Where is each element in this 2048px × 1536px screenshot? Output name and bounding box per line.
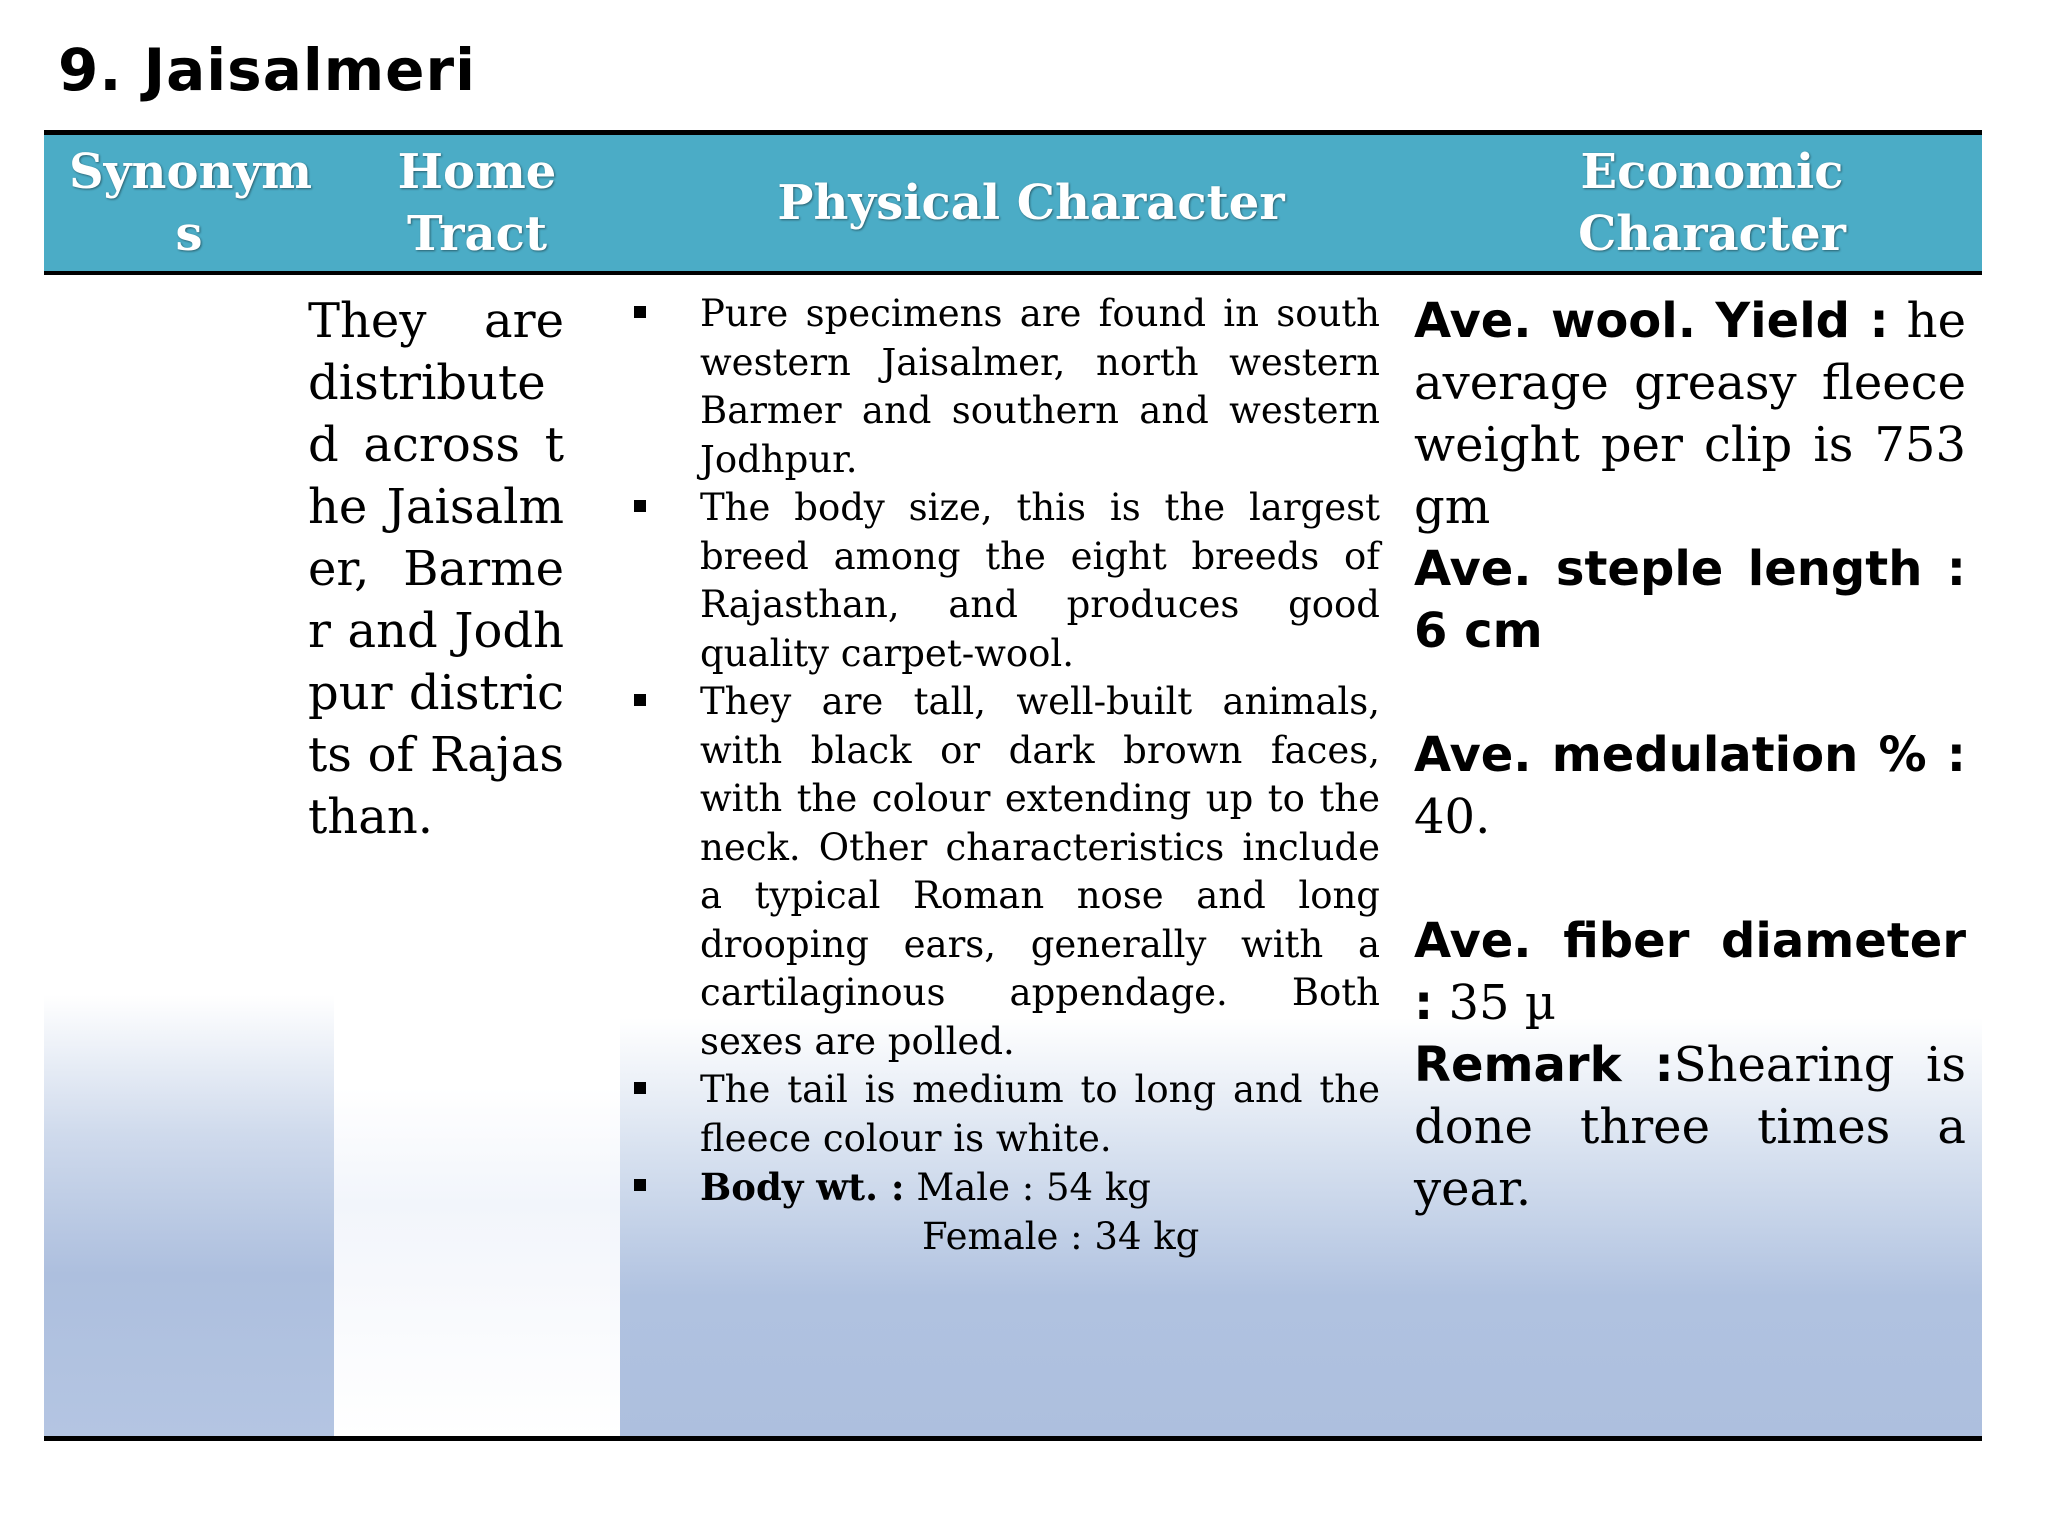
header-physical-character bbox=[620, 135, 1442, 271]
fiber-diameter-label: Ave. fiber diameter : bbox=[1414, 913, 1966, 1031]
header-home-tract-label: Home Tract bbox=[397, 144, 557, 262]
economic-character bbox=[1414, 290, 1966, 1220]
home-tract-text: They are distributed across the Jaisalmer, Barmer and Jodhpur districts of Rajasthan. bbox=[308, 293, 564, 845]
header-home-tract bbox=[334, 135, 620, 271]
remark-label: Remark : bbox=[1414, 1037, 1674, 1093]
slide-title: 9. Jaisalmeri bbox=[58, 36, 476, 104]
list-item-body-weight bbox=[634, 1163, 1380, 1261]
physical-character-list bbox=[634, 290, 1380, 1261]
body-weight-label: Body wt. : bbox=[700, 1165, 905, 1209]
remark bbox=[1414, 1034, 1966, 1220]
physical-bullet-text: The body size, this is the largest breed among the eight breeds of Rajasthan, and produces good quality carpet-wool. bbox=[700, 486, 1380, 675]
staple-length-value: 6 cm bbox=[1414, 603, 1543, 659]
header-synonyms-label: Synonym s bbox=[69, 144, 313, 262]
physical-bullet-text: Pure specimens are found in south western Jaisalmer, north western Barmer and southern and western Jodhpur. bbox=[700, 292, 1380, 481]
staple-length-label: Ave. steple length : bbox=[1414, 541, 1966, 597]
staple-length bbox=[1414, 538, 1966, 662]
square-bullet-icon bbox=[634, 500, 646, 512]
header-physical-label: Physical Character bbox=[777, 175, 1285, 231]
fiber-diameter bbox=[1414, 910, 1966, 1034]
medulation bbox=[1414, 724, 1966, 848]
list-item bbox=[634, 290, 1380, 484]
square-bullet-icon bbox=[634, 1179, 646, 1191]
physical-bullet-text: They are tall, well-built animals, with black or dark brown faces, with the colour extending up to the neck. Other characteristics include a typical Roman nose and long drooping ears, generally with a cartilaginous appendage. Both sexes are polled. bbox=[700, 680, 1380, 1063]
list-item bbox=[634, 484, 1380, 678]
remark-value: Shearing is done three times a year. bbox=[1414, 1037, 1967, 1217]
square-bullet-icon bbox=[634, 306, 646, 318]
list-item bbox=[634, 1066, 1380, 1163]
wool-yield-value: he average greasy fleece weight per clip is 753 gm bbox=[1414, 293, 1966, 535]
body-weight-female: Female : 34 kg bbox=[922, 1214, 1200, 1258]
medulation-label: Ave. medulation % : bbox=[1414, 727, 1966, 783]
wool-yield-label: Ave. wool. Yield : bbox=[1414, 293, 1889, 349]
cell-synonyms bbox=[44, 275, 334, 1436]
square-bullet-icon bbox=[634, 1082, 646, 1094]
fiber-diameter-value: 35 µ bbox=[1448, 975, 1556, 1031]
header-economic-label: Economic Character bbox=[1578, 144, 1846, 262]
list-item bbox=[634, 678, 1380, 1066]
physical-bullet-text: The tail is medium to long and the fleece colour is white. bbox=[700, 1068, 1380, 1160]
table-bottom-rule bbox=[44, 1436, 1982, 1441]
header-synonyms bbox=[44, 135, 334, 271]
body-weight-male: Male : 54 kg bbox=[916, 1166, 1151, 1209]
square-bullet-icon bbox=[634, 694, 646, 706]
header-economic-character bbox=[1442, 135, 1982, 271]
wool-yield bbox=[1414, 290, 1966, 538]
medulation-value: 40. bbox=[1414, 789, 1491, 845]
